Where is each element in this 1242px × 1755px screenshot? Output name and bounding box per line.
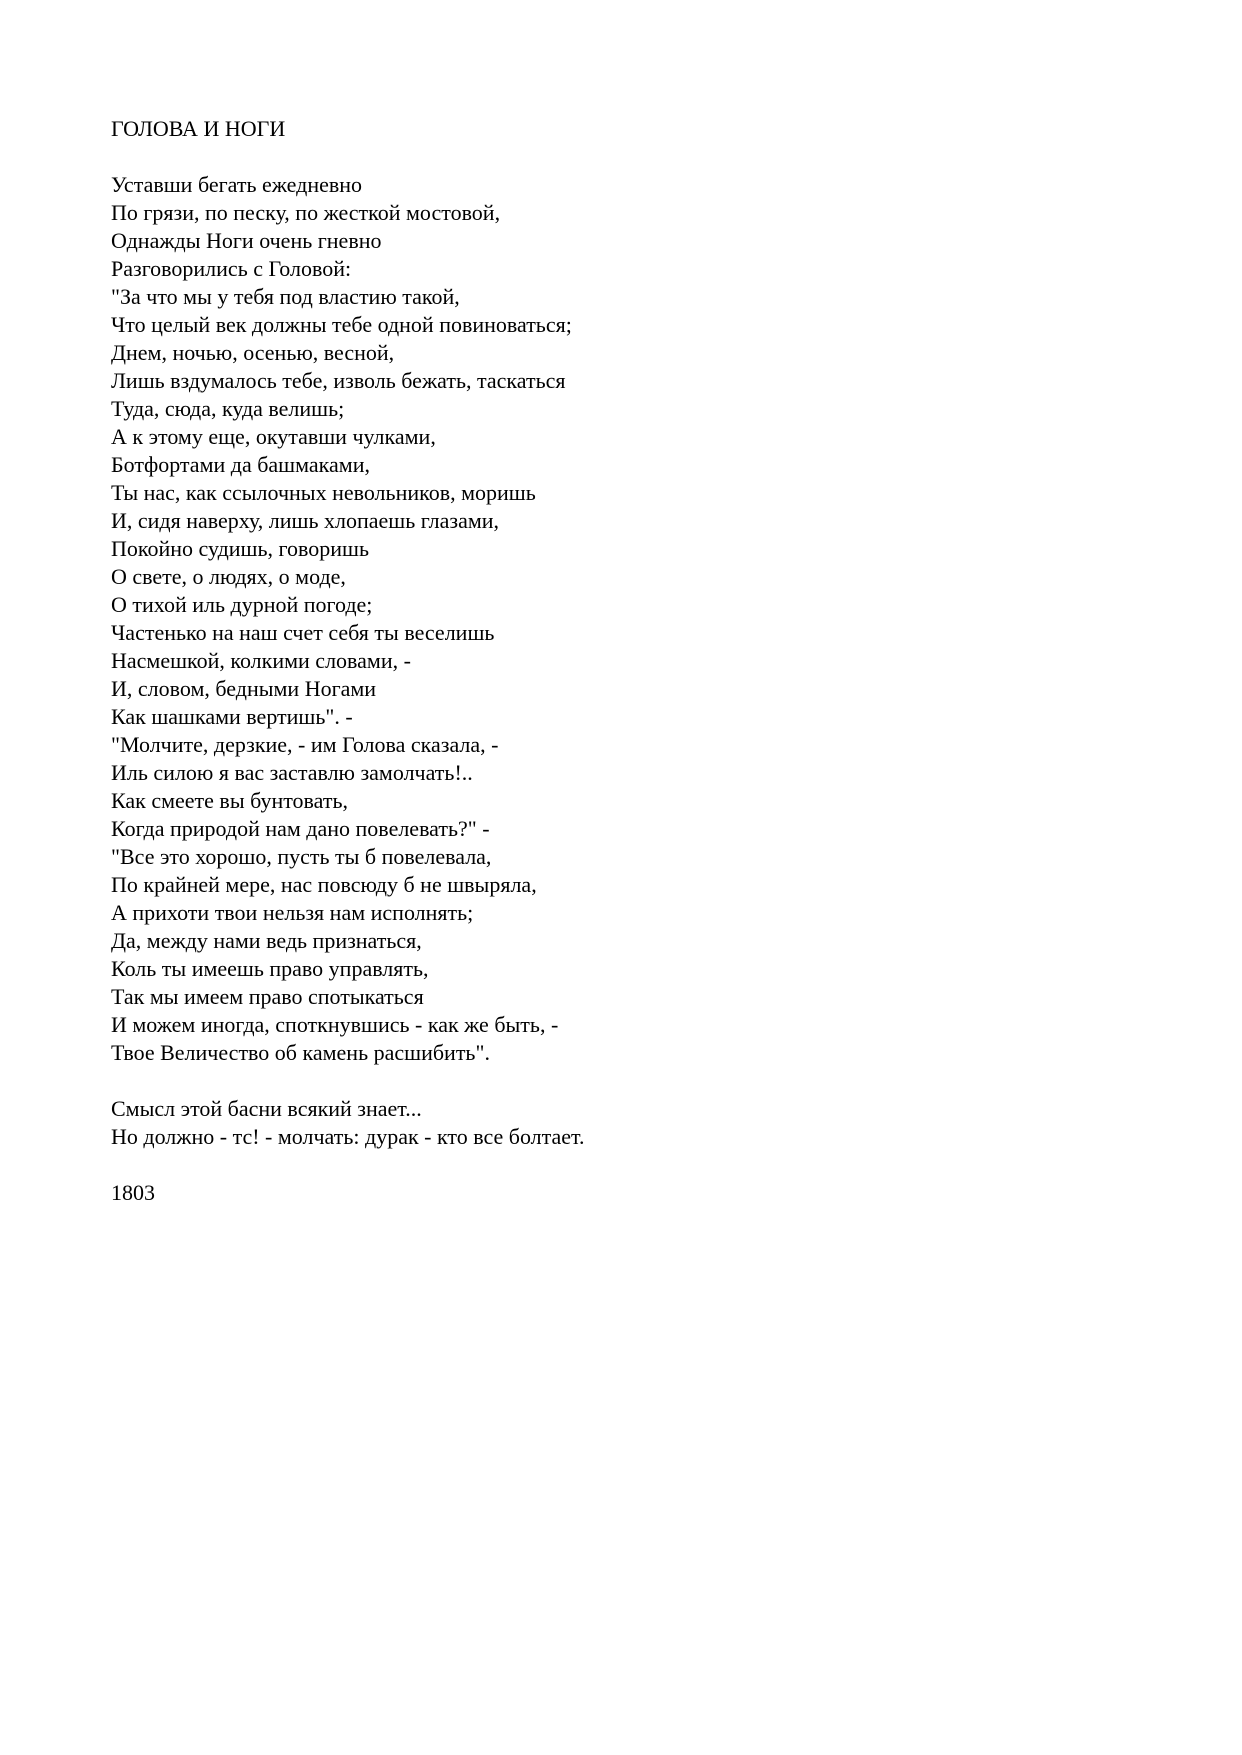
document-page <box>111 115 1111 1207</box>
verse-line: Иль силою я вас заставлю замолчать!.. <box>111 760 473 785</box>
verse-line: "Все это хорошо, пусть ты б повелевала, <box>111 844 492 869</box>
verse-line: Покойно судишь, говоришь <box>111 536 369 561</box>
verse-line: Что целый век должны тебе одной повиноваться; <box>111 312 572 337</box>
verse-line: Как смеете вы бунтовать, <box>111 788 348 813</box>
verse-line: Коль ты имеешь право управлять, <box>111 956 429 981</box>
verse-line: Да, между нами ведь признаться, <box>111 928 422 953</box>
verse-line: Смысл этой басни всякий знает... <box>111 1096 422 1121</box>
verse-line: Ботфортами да башмаками, <box>111 452 370 477</box>
verse-line: Но должно - тс! - молчать: дурак - кто все болтает. <box>111 1124 585 1149</box>
verse-line: Разговорились с Головой: <box>111 256 352 281</box>
verse-line: И, сидя наверху, лишь хлопаешь глазами, <box>111 508 500 533</box>
verse-line: А прихоти твои нельзя нам исполнять; <box>111 900 474 925</box>
verse-line: И, словом, бедными Ногами <box>111 676 377 701</box>
verse-line: А к этому еще, окутавши чулками, <box>111 424 436 449</box>
verse-line: "За что мы у тебя под властию такой, <box>111 284 460 309</box>
poem-title: ГОЛОВА И НОГИ <box>111 116 286 141</box>
stanza-1 <box>111 171 1111 1067</box>
verse-line: Ты нас, как ссылочных невольников, моришь <box>111 480 536 505</box>
verse-line: Частенько на наш счет себя ты веселишь <box>111 620 495 645</box>
verse-line: По крайней мере, нас повсюду б не швыряла, <box>111 872 537 897</box>
verse-line: Как шашками вертишь". - <box>111 704 353 729</box>
verse-line: О свете, о людях, о моде, <box>111 564 346 589</box>
verse-line: Так мы имеем право спотыкаться <box>111 984 424 1009</box>
verse-line: О тихой иль дурной погоде; <box>111 592 373 617</box>
verse-line: Насмешкой, колкими словами, - <box>111 648 411 673</box>
stanza-2 <box>111 1095 1111 1151</box>
verse-line: Когда природой нам дано повелевать?" - <box>111 816 490 841</box>
poem-year: 1803 <box>111 1180 155 1205</box>
verse-line: Лишь вздумалось тебе, изволь бежать, таскаться <box>111 368 566 393</box>
verse-line: Твое Величество об камень расшибить". <box>111 1040 490 1065</box>
verse-line: По грязи, по песку, по жесткой мостовой, <box>111 200 501 225</box>
verse-line: Днем, ночью, осенью, весной, <box>111 340 395 365</box>
verse-line: "Молчите, дерзкие, - им Голова сказала, - <box>111 732 499 757</box>
verse-line: И можем иногда, споткнувшись - как же быть, - <box>111 1012 559 1037</box>
verse-line: Туда, сюда, куда велишь; <box>111 396 345 421</box>
verse-line: Однажды Ноги очень гневно <box>111 228 382 253</box>
verse-line: Уставши бегать ежедневно <box>111 172 363 197</box>
